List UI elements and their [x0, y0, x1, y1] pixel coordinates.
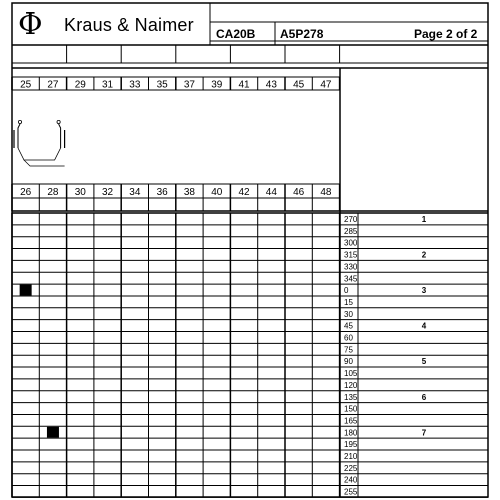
terminal-number-bottom: 30 [74, 187, 86, 198]
angle-label: 105 [344, 369, 358, 379]
angle-label: 255 [344, 487, 358, 497]
brand-logo-icon: Φ [18, 7, 43, 42]
contact-terminal-icon [57, 120, 60, 123]
angle-label: 15 [344, 297, 353, 307]
terminal-number-bottom: 28 [47, 187, 59, 198]
closed-contact-mark [47, 427, 59, 438]
switch-position-number: 7 [421, 428, 427, 438]
terminal-number-bottom: 34 [129, 187, 141, 198]
contact-wire [59, 124, 61, 148]
angle-label: 135 [344, 392, 358, 402]
terminal-number-bottom: 40 [211, 187, 223, 198]
switch-position-number: 5 [421, 357, 427, 367]
closed-contact-mark [20, 285, 32, 296]
contact-bridge [18, 148, 61, 160]
brand-name: Kraus & Naimer [64, 15, 194, 35]
angle-label: 315 [344, 250, 358, 260]
terminal-number-top: 37 [183, 79, 196, 91]
terminal-number-top: 25 [20, 79, 32, 91]
drawing-number: A5P278 [280, 27, 324, 41]
terminal-number-bottom: 46 [293, 187, 305, 198]
angle-label: 150 [344, 404, 358, 414]
angle-label: 120 [344, 380, 358, 390]
angle-label: 210 [344, 452, 358, 461]
terminal-number-bottom: 32 [101, 187, 114, 198]
switch-position-number: 1 [421, 215, 427, 224]
terminal-number-top: 27 [47, 79, 59, 91]
terminal-number-bottom: 36 [156, 187, 168, 198]
terminal-number-top: 47 [320, 79, 332, 91]
angle-label: 240 [344, 475, 358, 485]
switch-position-number: 2 [421, 250, 427, 260]
contact-bridge-lead [24, 160, 65, 166]
switch-position-number: 6 [421, 392, 427, 402]
page-indicator: Page 2 of 2 [414, 27, 478, 41]
angle-label: 30 [344, 309, 353, 319]
model-code: CA20B [216, 27, 256, 41]
table-grid [12, 3, 488, 497]
angle-label: 60 [344, 333, 353, 343]
terminal-number-top: 31 [101, 79, 114, 91]
angle-label: 225 [344, 463, 358, 473]
switch-position-number: 3 [421, 286, 427, 296]
angle-label: 75 [344, 345, 353, 355]
angle-label: 285 [344, 226, 358, 236]
angle-label: 45 [344, 321, 353, 331]
terminal-number-bottom: 26 [20, 187, 32, 198]
angle-label: 330 [344, 262, 358, 272]
angle-label: 165 [344, 416, 358, 426]
angle-rows [344, 215, 427, 497]
angle-label: 180 [344, 428, 358, 438]
contact-wire [18, 124, 20, 148]
terminal-number-top: 43 [265, 79, 277, 91]
terminal-number-top: 33 [129, 79, 141, 91]
terminal-number-top: 35 [156, 79, 168, 91]
contact-wiring-diagram [14, 120, 65, 166]
terminal-number-top: 45 [293, 79, 305, 91]
contact-bracket [14, 130, 65, 148]
terminal-number-bottom: 48 [320, 187, 332, 198]
angle-label: 345 [344, 274, 358, 284]
terminal-number-bottom: 44 [265, 187, 277, 198]
terminal-number-top: 39 [211, 79, 223, 91]
angle-label: 195 [344, 440, 358, 450]
terminal-number-top: 41 [238, 79, 250, 91]
terminal-number-bottom: 42 [238, 187, 250, 198]
terminal-number-top: 29 [74, 79, 86, 91]
terminal-numbers [20, 80, 332, 199]
angle-label: 300 [344, 238, 358, 248]
angle-label: 90 [344, 357, 353, 367]
angle-label: 270 [344, 215, 358, 224]
contact-terminal-icon [18, 120, 21, 123]
terminal-number-bottom: 38 [183, 187, 196, 198]
angle-label: 0 [344, 286, 349, 296]
switch-position-number: 4 [421, 321, 427, 331]
